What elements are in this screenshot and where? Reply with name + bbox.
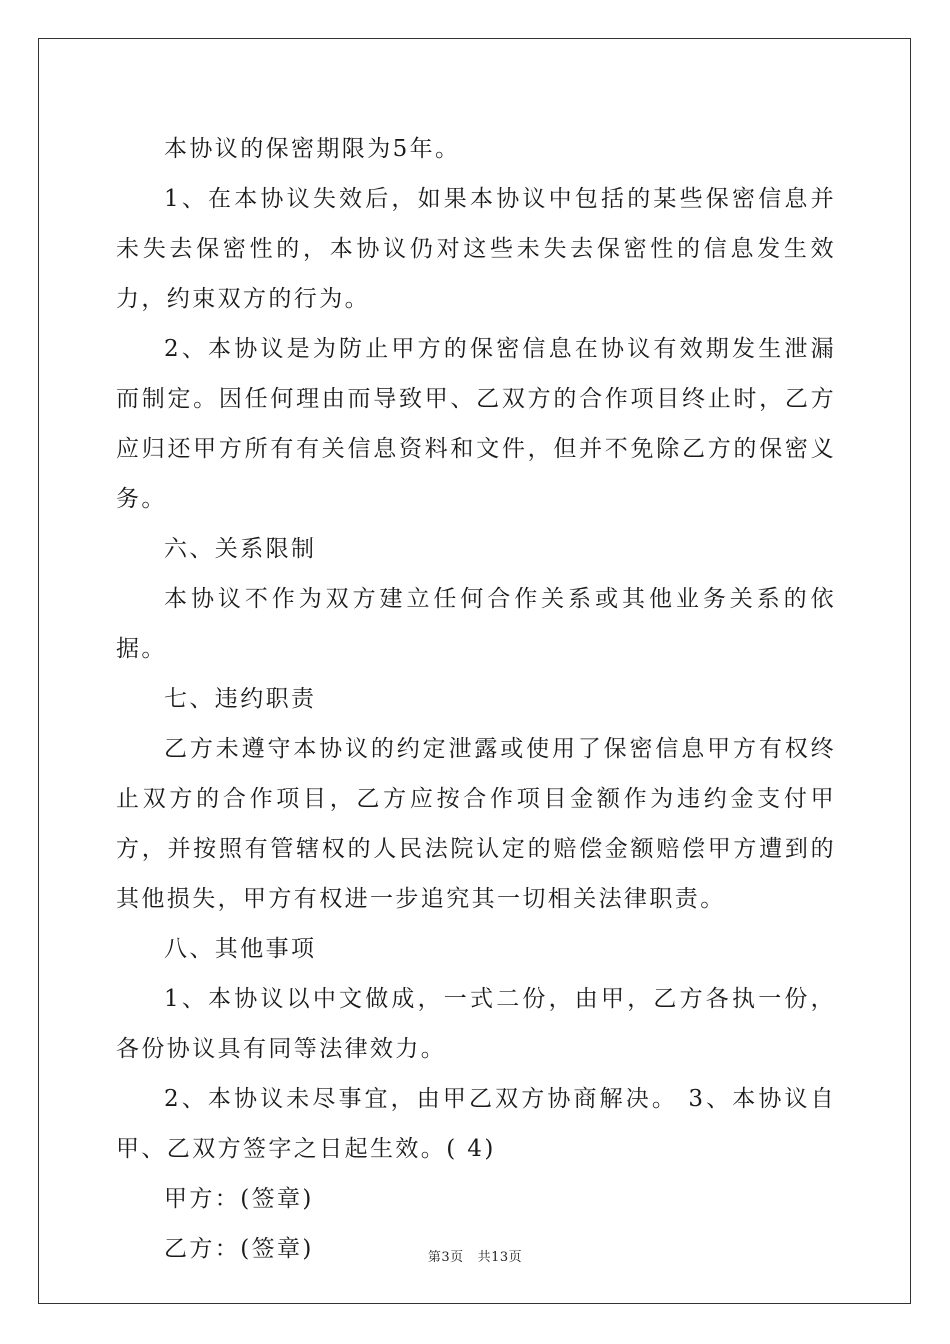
- current-page-label: 第3页: [427, 1250, 464, 1265]
- total-pages-label: 共13页: [477, 1250, 523, 1265]
- paragraph-breach-liability: 乙方未遵守本协议的约定泄露或使用了保密信息甲方有权终止双方的合作项目，乙方应按合作项目金额作为违约金支付甲方，并按照有管辖权的人民法院认定的赔偿金额赔偿甲方遭到的其他损失，甲方有权进一步追究其一切相关法律职责。: [116, 736, 836, 912]
- paragraph-confidentiality-term: 本协议的保密期限为5年。: [164, 136, 461, 162]
- section-heading-relationship-limits: 六、关系限制: [164, 536, 317, 562]
- paragraph-clause-2: 2、本协议是为防止甲方的保密信息在协议有效期发生泄漏而制定。因任何理由而导致甲、乙双方的合作项目终止时，乙方应归还甲方所有有关信息资料和文件，但并不免除乙方的保密义务。: [116, 336, 836, 512]
- signature-party-b: 乙方：(签章): [164, 1236, 314, 1262]
- document-body: [116, 124, 836, 1274]
- paragraph-other-matters-1: 1、本协议以中文做成，一式二份，由甲，乙方各执一份，各份协议具有同等法律效力。: [116, 986, 836, 1062]
- section-heading-breach-liability: 七、违约职责: [164, 686, 317, 712]
- signature-party-a: 甲方：(签章): [164, 1186, 314, 1212]
- paragraph-relationship-limits: 本协议不作为双方建立任何合作关系或其他业务关系的依据。: [116, 586, 836, 662]
- section-heading-other-matters: 八、其他事项: [164, 936, 317, 962]
- paragraph-clause-1: 1、在本协议失效后，如果本协议中包括的某些保密信息并未失去保密性的，本协议仍对这些未失去保密性的信息发生效力，约束双方的行为。: [116, 186, 836, 312]
- page-footer: [0, 1246, 950, 1265]
- paragraph-other-matters-2-3: 2、本协议未尽事宜，由甲乙双方协商解决。 3、本协议自甲、乙双方签字之日起生效。( 4): [116, 1086, 836, 1162]
